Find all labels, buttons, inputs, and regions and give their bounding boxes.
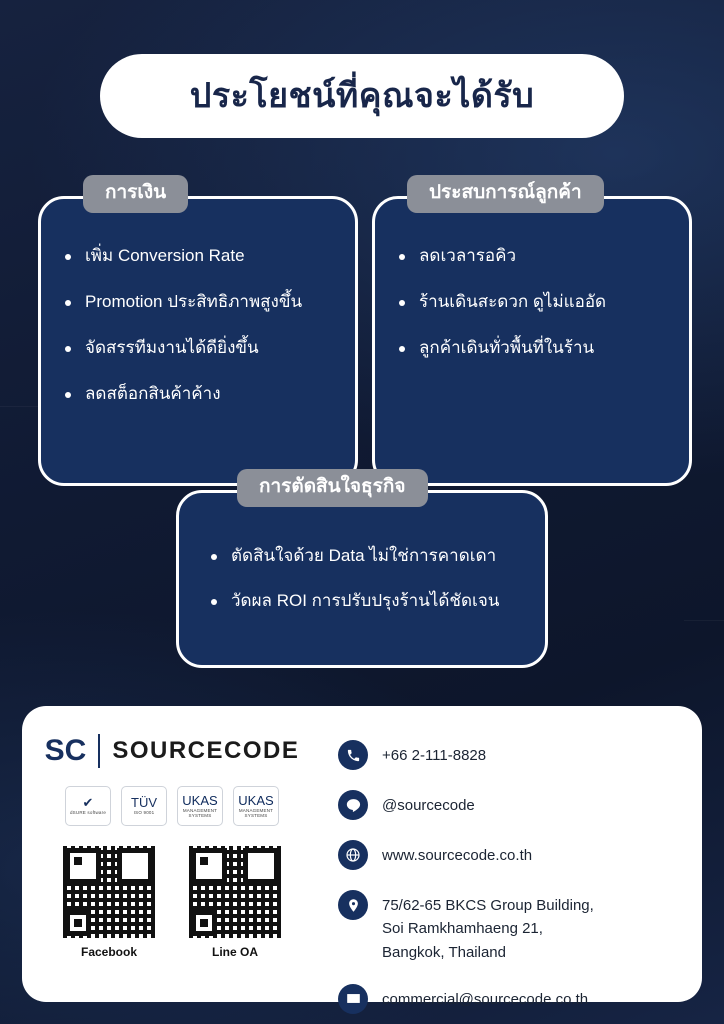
qr-code-section (63, 846, 281, 959)
badge-label: MANAGEMENT SYSTEMS (238, 807, 274, 818)
list-item: ลดสต็อกสินค้าค้าง (63, 383, 337, 406)
card-body-customer-experience (375, 199, 689, 378)
list-item: เพิ่ม Conversion Rate (63, 245, 337, 268)
logo-divider (98, 734, 100, 768)
list-item: จัดสรรทีมงานได้ดียิ่งขึ้น (63, 337, 337, 360)
benefit-card-customer-experience (372, 182, 692, 486)
certification-badges (65, 786, 279, 826)
qr-caption: Facebook (80, 945, 137, 959)
list-item: วัดผล ROI การปรับปรุงร้านได้ชัดเจน (209, 590, 527, 613)
badge-dsure-icon (65, 786, 111, 826)
badge-mark: UKAS (238, 792, 274, 808)
badge-tuv-icon (121, 786, 167, 826)
contact-email[interactable] (338, 984, 702, 1014)
page-title-text: ประโยชน์ที่คุณจะได้รับ (189, 77, 535, 115)
list-item: ลูกค้าเดินทั่วพื้นที่ในร้าน (397, 337, 671, 360)
card-header-business-decision: การตัดสินใจธุรกิจ (237, 469, 428, 507)
list-item: ลดเวลารอคิว (397, 245, 671, 268)
badge-mark: UKAS (182, 792, 218, 808)
decor-line (0, 406, 40, 407)
line-app-icon (338, 790, 368, 820)
badge-label: MANAGEMENT SYSTEMS (182, 807, 218, 818)
badge-mark: ✔ (82, 795, 94, 811)
globe-icon (338, 840, 368, 870)
contact-address-text: 75/62-65 BKCS Group Building, Soi Ramkhamhaeng 21, Bangkok, Thailand (382, 897, 594, 961)
badge-ukas-icon-1 (177, 786, 223, 826)
qr-code-image[interactable] (63, 846, 155, 938)
benefit-list-customer-experience (397, 245, 671, 360)
contact-email-text: commercial@sourcecode.co.th (382, 990, 589, 1008)
contact-phone-text: +66 2-111-8828 (382, 747, 487, 764)
qr-caption: Line OA (211, 945, 258, 959)
envelope-icon (338, 984, 368, 1014)
decor-line (684, 620, 724, 621)
location-pin-icon (338, 890, 368, 920)
qr-code-image[interactable] (189, 846, 281, 938)
card-body-business-decision (179, 493, 545, 653)
card-body-finance (41, 199, 355, 424)
contact-address (338, 890, 702, 964)
benefit-list-finance (63, 245, 337, 406)
logo-wordmark: SOURCECODE (112, 737, 300, 764)
list-item: Promotion ประสิทธิภาพสูงขึ้น (63, 291, 337, 314)
contact-line[interactable] (338, 790, 702, 820)
contact-website[interactable] (338, 840, 702, 870)
list-item: ร้านเดินสะดวก ดูไม่แออัด (397, 291, 671, 314)
card-header-customer-experience: ประสบการณ์ลูกค้า (407, 175, 604, 213)
benefit-list-business-decision (209, 545, 527, 613)
company-logo (45, 734, 300, 768)
badge-label: ISO 9001 (133, 810, 155, 816)
page-title (100, 54, 624, 138)
badge-label: dSURE software (69, 810, 107, 816)
contact-website-text: www.sourcecode.co.th (382, 847, 533, 864)
footer-contact-list (322, 706, 702, 1008)
benefit-card-business-decision (176, 476, 548, 668)
phone-icon (338, 740, 368, 770)
contact-phone[interactable] (338, 740, 702, 770)
footer-contact-panel (22, 706, 702, 1008)
qr-line-oa[interactable] (189, 846, 281, 959)
list-item: ตัดสินใจด้วย Data ไม่ใช่การคาดเดา (209, 545, 527, 568)
benefit-card-finance (38, 182, 358, 486)
footer-brand-section (22, 706, 322, 1002)
card-header-finance: การเงิน (83, 175, 188, 213)
badge-mark: TÜV (131, 795, 157, 811)
qr-facebook[interactable] (63, 846, 155, 959)
badge-ukas-icon-2 (233, 786, 279, 826)
logo-mark: SC (44, 734, 87, 767)
contact-line-text: @sourcecode (382, 797, 475, 814)
